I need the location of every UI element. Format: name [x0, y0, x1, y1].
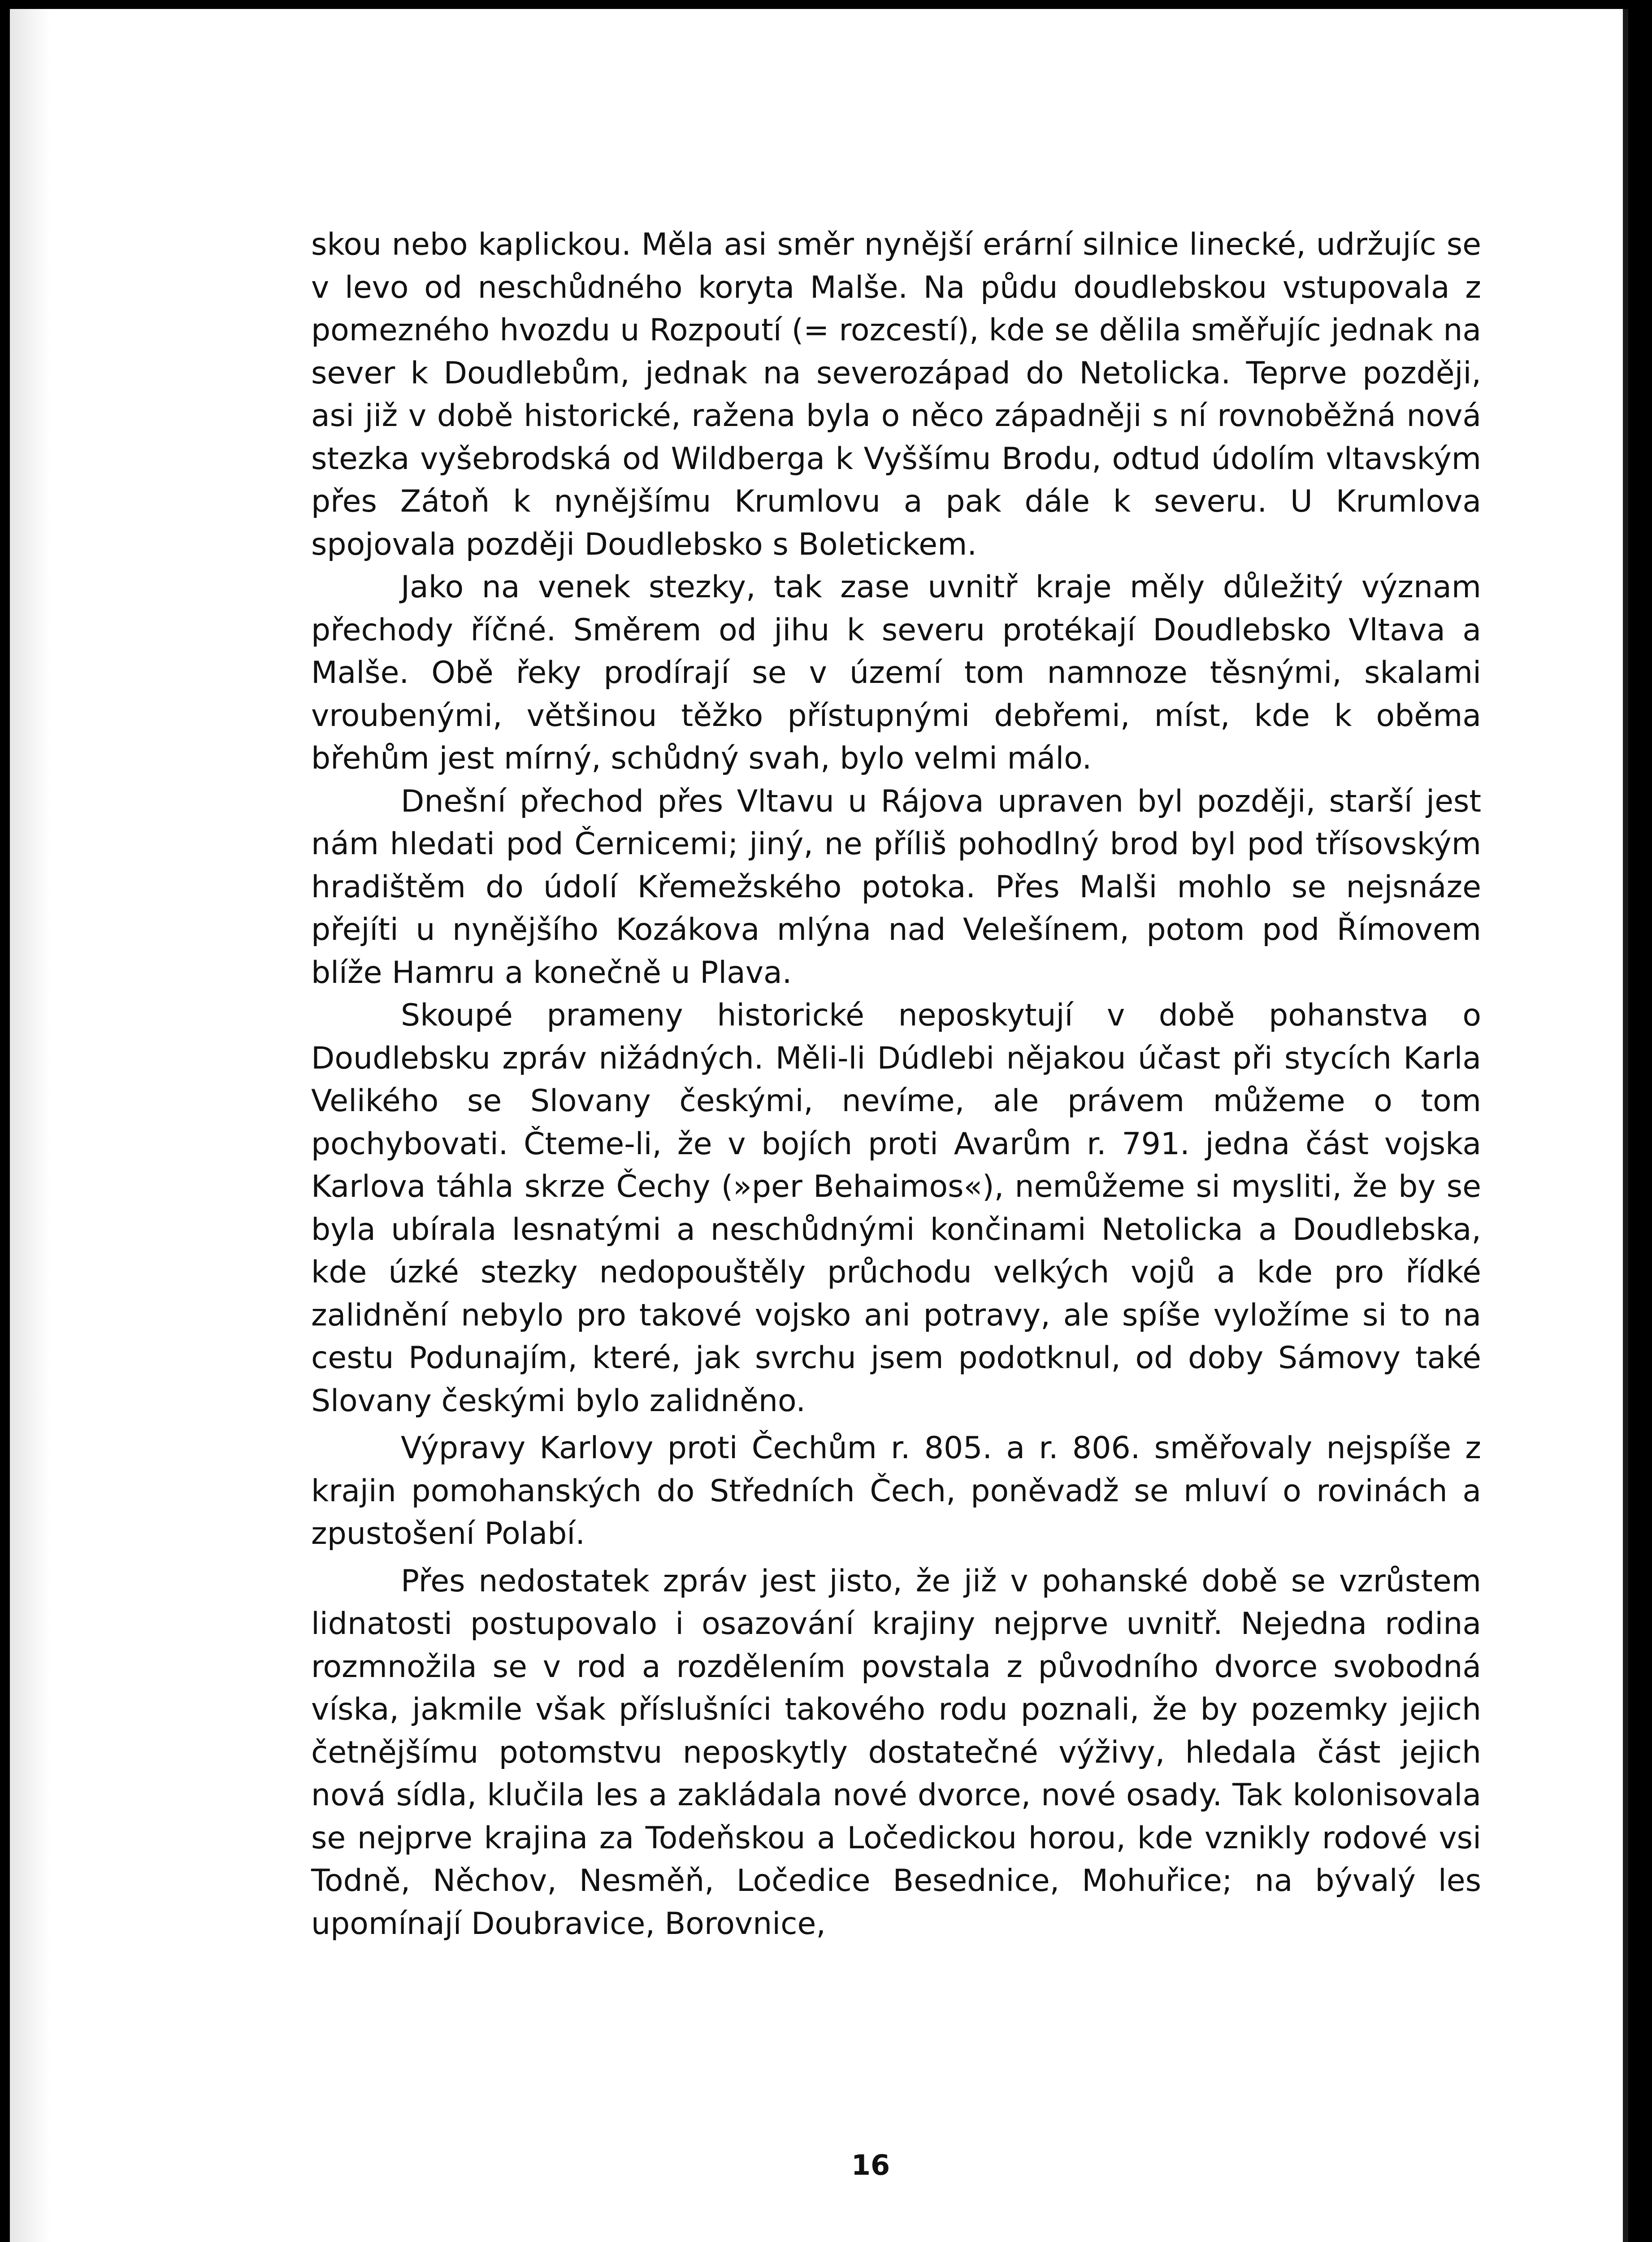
paragraph-5: Výpravy Karlovy proti Čechům r. 805. a r. 806. směřovaly nejspíše z krajin pomohanských do Středních Čech, poněvadž se mluví o rovinách a zpustošení Polabí. — [311, 1430, 1481, 1551]
scan-shadow-edge — [10, 9, 50, 2242]
page-number: 16 — [851, 2149, 890, 2181]
paragraph-3: Dnešní přechod přes Vltavu u Rájova upraven byl později, starší jest nám hledati pod Černicemi; jiný, ne příliš pohodlný brod byl pod třísovským hradištěm do údolí Křemežského potoka. Přes Malši mohlo se nejsnáze přejíti u nynějšího Kozákova mlýna nad Velešínem, potom pod Římovem blíže Hamru a konečně u Plava. — [311, 783, 1481, 991]
body-text — [311, 223, 1481, 1945]
document-page — [10, 9, 1628, 2242]
paragraph-1: skou nebo kaplickou. Měla asi směr nynější erární silnice linecké, udržujíc se v levo od neschůdného koryta Malše. Na půdu doudlebskou vstupovala z pomezného hvozdu u Rozpoutí (= rozcestí), kde se dělila směřujíc jednak na sever k Doudlebům, jednak na severozápad do Netolicka. Teprve později, asi již v době historické, ražena byla o něco západněji s ní rovnoběžná nová stezka vyšebrodská od Wildberga k Vyššímu Brodu, odtud údolím vltavským přes Zátoň k nynějšímu Krumlovu a pak dále k severu. U Krumlova spojovala později Doudlebsko s Boletickem. — [311, 227, 1481, 562]
paragraph-2: Jako na venek stezky, tak zase uvnitř kraje měly důležitý význam přechody říčné. Směrem od jihu k severu protékají Doudlebsko Vltava a Malše. Obě řeky prodírají se v území tom namnoze těsnými, skalami vroubenými, většinou těžko přístupnými debřemi, míst, kde k oběma břehům jest mírný, schůdný svah, bylo velmi málo. — [311, 569, 1481, 776]
paragraph-6: Přes nedostatek zpráv jest jisto, že již v pohanské době se vzrůstem lidnatosti postupovalo i osazování krajiny nejprve uvnitř. Nejedna rodina rozmnožila se v rod a rozdělením povstala z původního dvorce svobodná víska, jakmile však příslušníci takového rodu poznali, že by pozemky jejich četnějšímu potomstvu neposkytly dostatečné výživy, hledala část jejich nová sídla, klučila les a zakládala nové dvorce, nové osady. Tak kolonisovala se nejprve krajina za Todeňskou a Ločedickou horou, kde vznikly rodové vsi Todně, Něchov, Nesměň, Ločedice Besednice, Mohuřice; na bývalý les upomínají Doubravice, Borovnice, — [311, 1563, 1481, 1942]
paragraph-4: Skoupé prameny historické neposkytují v době pohanstva o Doudlebsku zpráv nižádných. Měli-li Dúdlebi nějakou účast při stycích Karla Velikého se Slovany českými, nevíme, ale právem můžeme o tom pochybovati. Čteme-li, že v bojích proti Avarům r. 791. jedna část vojska Karlova táhla skrze Čechy (»per Behaimos«), nemůžeme si mysliti, že by se byla ubírala lesnatými a neschůdnými končinami Netolicka a Doudlebska, kde úzké stezky nedopouštěly průchodu velkých vojů a kde pro řídké zalidnění nebylo pro takové vojsko ani potravy, ale spíše vyložíme si to na cestu Podunajím, které, jak svrchu jsem podotknul, od doby Sámovy také Slovany českými bylo zalidněno. — [311, 998, 1481, 1419]
